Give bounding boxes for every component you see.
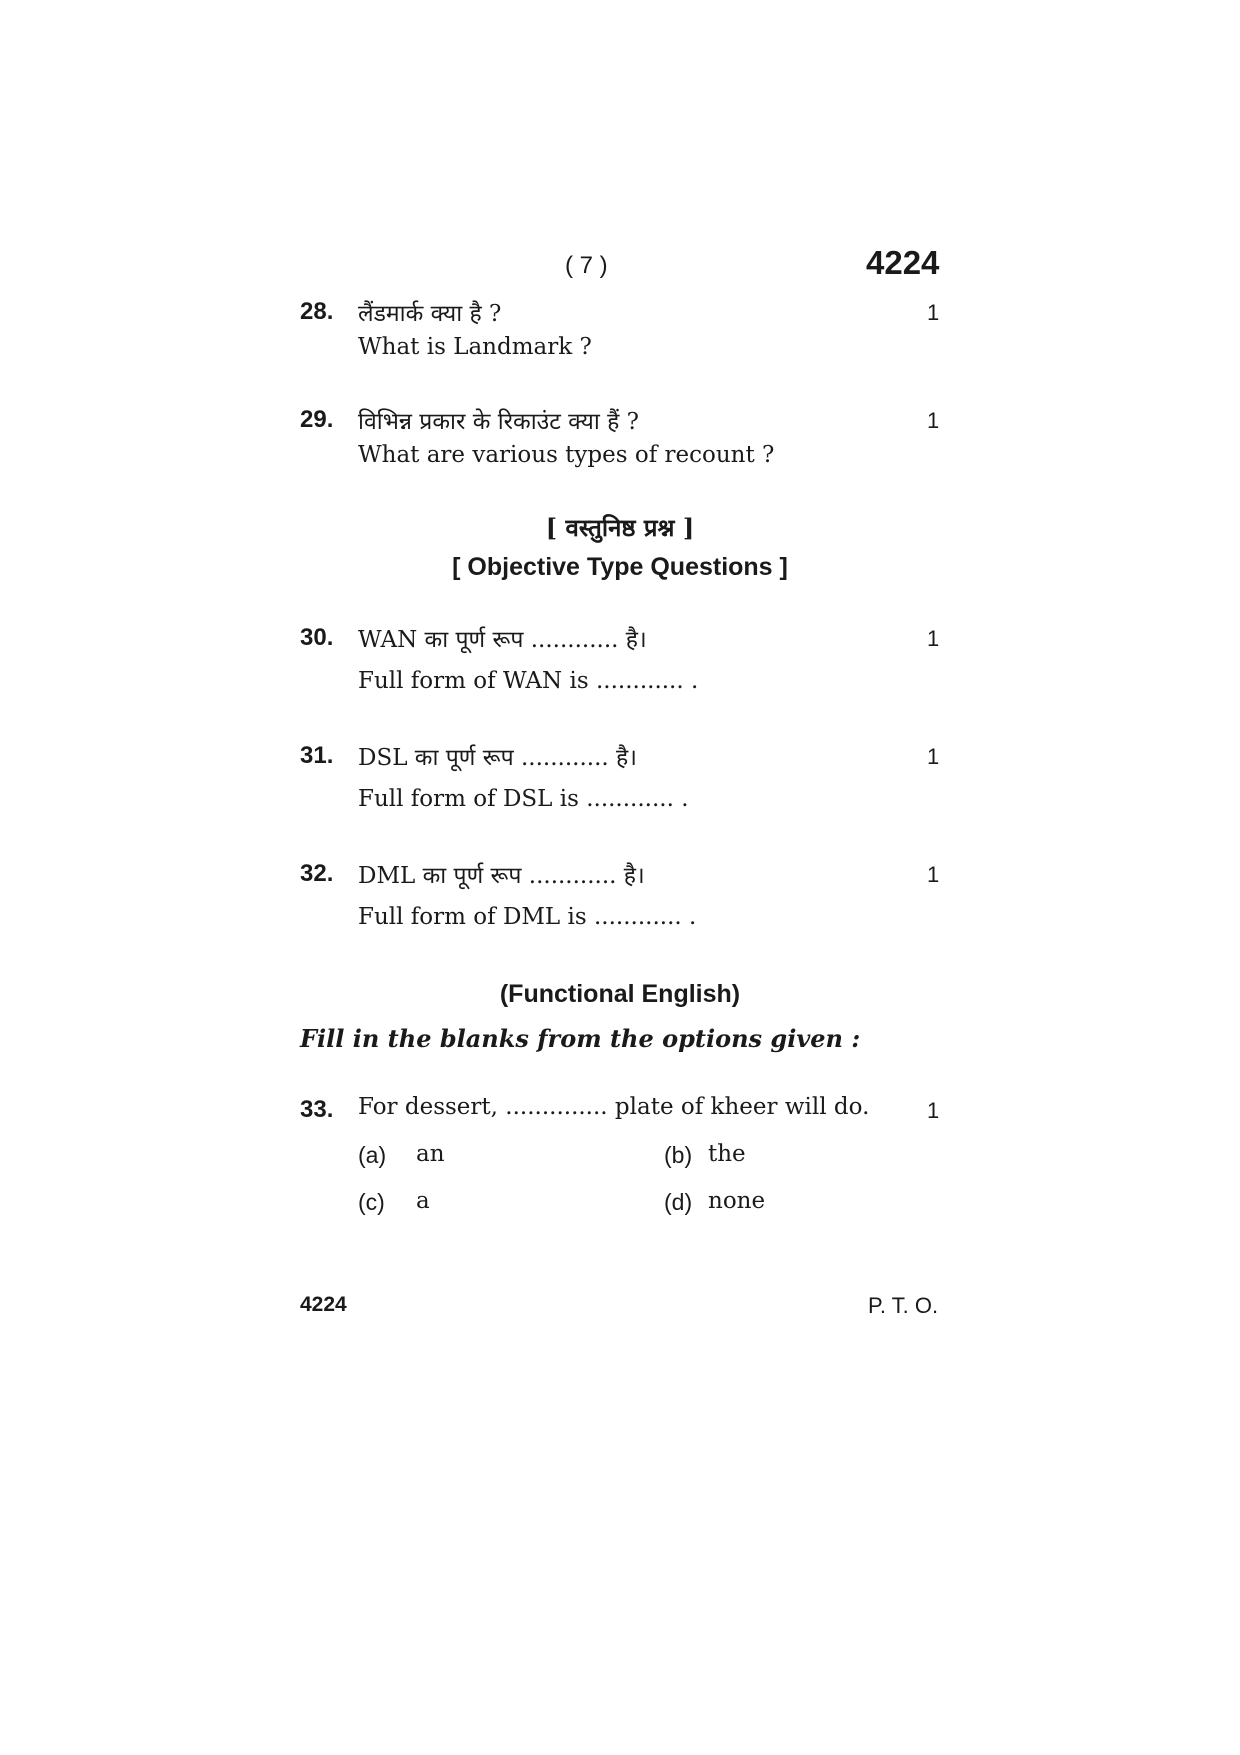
objective-heading-hindi: [ वस्तुनिष्ठ प्रश्न ] [545,513,695,542]
question-32-hindi: DML का पूर्ण रूप ............ है। [358,863,645,889]
question-33-text: For dessert, .............. plate of kheer will do. [358,1094,870,1120]
question-31-english: Full form of DSL is ............ . [358,786,689,812]
objective-heading-english: [ Objective Type Questions ] [452,553,788,581]
paper-code-footer: 4224 [300,1293,347,1316]
question-31-hindi: DSL का पूर्ण रूप ............ है। [358,745,637,771]
question-30-number: 30. [300,624,334,651]
question-29-english: What are various types of recount ? [358,442,775,468]
option-c-text: a [416,1188,430,1214]
option-d-label: (d) [664,1189,693,1215]
question-29-number: 29. [300,406,334,433]
instruction-text: Fill in the blanks from the options given : [300,1024,861,1053]
option-d-text: none [708,1188,766,1214]
pto-label: P. T. O. [868,1293,939,1318]
question-28-english: What is Landmark ? [358,334,592,360]
option-b-label: (b) [664,1142,693,1168]
question-30-marks: 1 [927,626,940,651]
question-28-number: 28. [300,298,334,325]
question-33-marks: 1 [927,1098,940,1123]
question-29-hindi: विभिन्न प्रकार के रिकाउंट क्या हैं ? [358,409,639,435]
question-28-hindi: लैंडमार्क क्या है ? [358,301,502,327]
question-31-number: 31. [300,742,334,769]
option-a-text: an [416,1141,445,1167]
question-31-marks: 1 [927,744,940,769]
question-30-hindi: WAN का पूर्ण रूप ............ है। [358,627,647,653]
question-32-marks: 1 [927,862,940,887]
option-c-label: (c) [358,1189,385,1215]
page-number: ( 7 ) [565,252,608,279]
question-32-english: Full form of DML is ............ . [358,904,697,930]
option-a-label: (a) [358,1142,387,1168]
question-28-marks: 1 [927,300,940,325]
question-33-number: 33. [300,1096,334,1123]
functional-english-heading: (Functional English) [499,980,741,1008]
option-b-text: the [708,1141,746,1167]
question-29-marks: 1 [927,408,940,433]
paper-code-top: 4224 [866,244,940,281]
question-30-english: Full form of WAN is ............ . [358,668,699,694]
question-32-number: 32. [300,860,334,887]
